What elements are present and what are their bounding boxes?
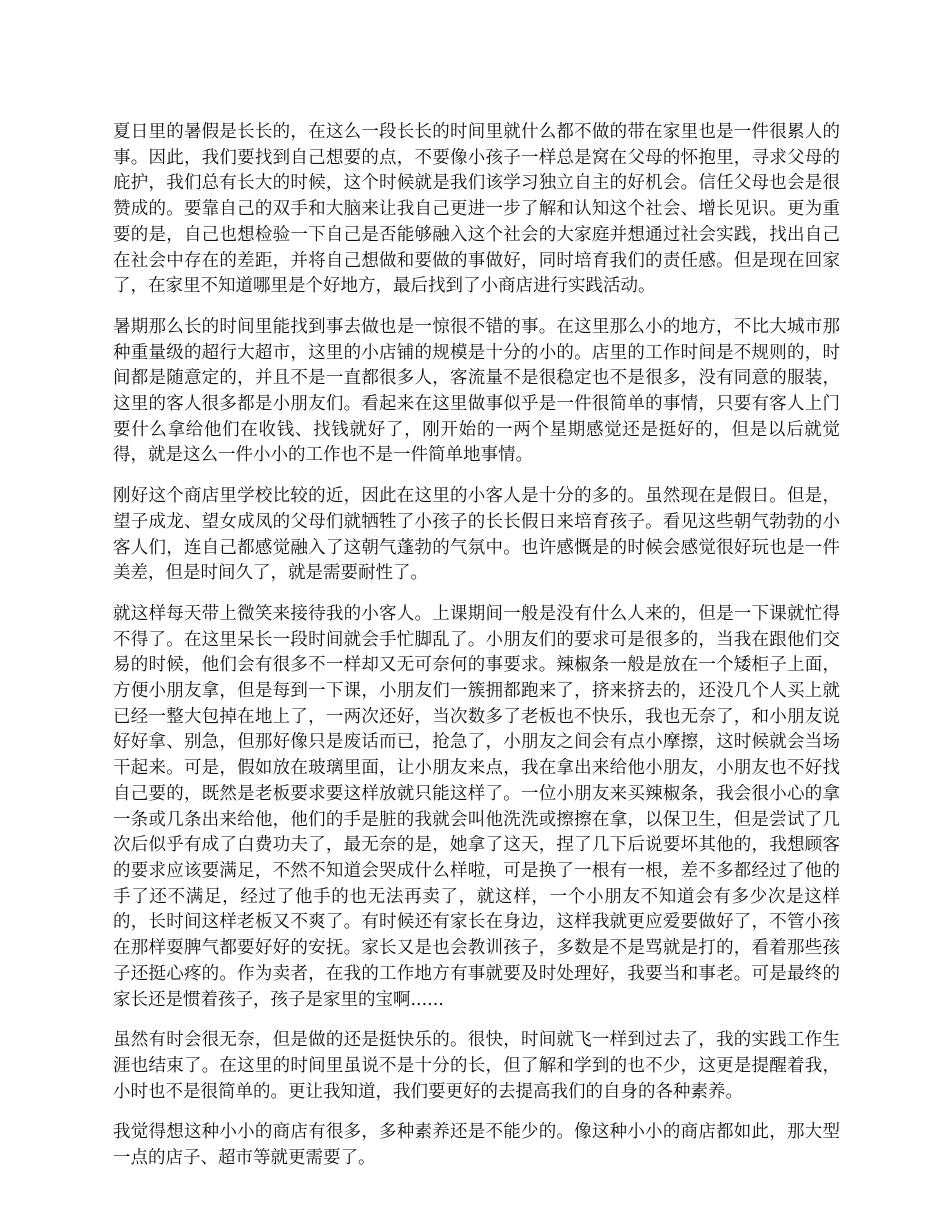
paragraph-2: 暑期那么长的时间里能找到事去做也是一惊很不错的事。在这里那么小的地方，不比大城市那种重量级的超行大超市，这里的小店铺的规模是十分的小的。店里的工作时间是不规则的，时间都是随意定的，并且不是一直都很多人，客流量不是很稳定也不是很多，没有同意的服装，这里的客人很多都是小朋友们。看起来在这里做事似乎是一件很简单的事情，只要有客人上门要什么拿给他们在收钱、找钱就好了，刚开始的一两个星期感觉还是挺好的，但是以后就觉得，就是这么一件小小的工作也不是一件简单地事情。 xyxy=(113,316,840,466)
paragraph-6: 我觉得想这种小小的商店有很多，多种素养还是不能少的。像这种小小的商店都如此，那大型一点的店子、超市等就更需要了。 xyxy=(113,1122,840,1169)
paragraph-1: 夏日里的暑假是长长的，在这么一段长长的时间里就什么都不做的带在家里也是一件很累人的事。因此，我们要找到自己想要的点，不要像小孩子一样总是窝在父母的怀抱里，寻求父母的庇护，我们总有长大的时候，这个时候就是我们该学习独立自主的好机会。信任父母也会是很赞成的。要靠自己的双手和大脑来让我自己更进一步了解和认知这个社会、增长见识。更为重要的是，自己也想检验一下自己是否能够融入这个社会的大家庭并想通过社会实践，找出自己在社会中存在的差距，并将自己想做和要做的事做好，同时培育我们的责任感。但是现在回家了，在家里不知道哪里是个好地方，最后找到了小商店进行实践活动。 xyxy=(113,122,840,297)
paragraph-4: 就这样每天带上微笑来接待我的小客人。上课期间一般是没有什么人来的，但是一下课就忙得不得了。在这里呆长一段时间就会手忙脚乱了。小朋友们的要求可是很多的，当我在跟他们交易的时候，他们会有很多不一样却又无可奈何的事要求。辣椒条一般是放在一个矮柜子上面，方便小朋友拿，但是每到一下课，小朋友们一簇拥都跑来了，挤来挤去的，还没几个人买上就已经一整大包掉在地上了，一两次还好，当次数多了老板也不快乐，我也无奈了，和小朋友说好好拿、别急，但那好像只是废话而已，抢急了，小朋友之间会有点小摩擦，这时候就会当场干起来。可是，假如放在玻璃里面，让小朋友来点，我在拿出来给他小朋友，小朋友也不好找自己要的，既然是老板要求要这样放就只能这样了。一位小朋友来买辣椒条，我会很小心的拿一条或几条出来给他，他们的手是脏的我就会叫他洗洗或擦擦在拿，以保卫生，但是尝试了几次后似乎有成了白费功夫了，最无奈的是，她拿了这天，捏了几下后说要坏其他的，我想顾客的要求应该要满足，不然不知道会哭成什么样啦，可是换了一根有一根，差不多都经过了他的手了还不满足，经过了他手的也无法再卖了，就这样，一个小朋友不知道会有多少次是这样的，长时间这样老板又不爽了。有时候还有家长在身边，这样我就更应爱要做好了，不管小孩在那样耍脾气都要好好的安抚。家长又是也会教训孩子，多数是不是骂就是打的，看着那些孩子还挺心疼的。作为卖者，在我的工作地方有事就要及时处理好，我要当和事老。可是最终的家长还是惯着孩子，孩子是家里的宝啊...... xyxy=(113,603,840,1010)
paragraph-3: 刚好这个商店里学校比较的近，因此在这里的小客人是十分的多的。虽然现在是假日。但是，望子成龙、望女成凤的父母们就牺牲了小孩子的长长假日来培育孩子。看见这些朝气勃勃的小客人们，连自己都感觉融入了这朝气蓬勃的气氛中。也许感慨是的时候会感觉很好玩也是一件美差，但是时间久了，就是需要耐性了。 xyxy=(113,486,840,584)
document-page xyxy=(113,120,840,1187)
paragraph-5: 虽然有时会很无奈，但是做的还是挺快乐的。很快，时间就飞一样到过去了，我的实践工作生涯也结束了。在这里的时间里虽说不是十分的长，但了解和学到的也不少，这更是提醒着我，小时也不是很简单的。更让我知道，我们要更好的去提高我们的自身的各种素养。 xyxy=(113,1030,840,1102)
